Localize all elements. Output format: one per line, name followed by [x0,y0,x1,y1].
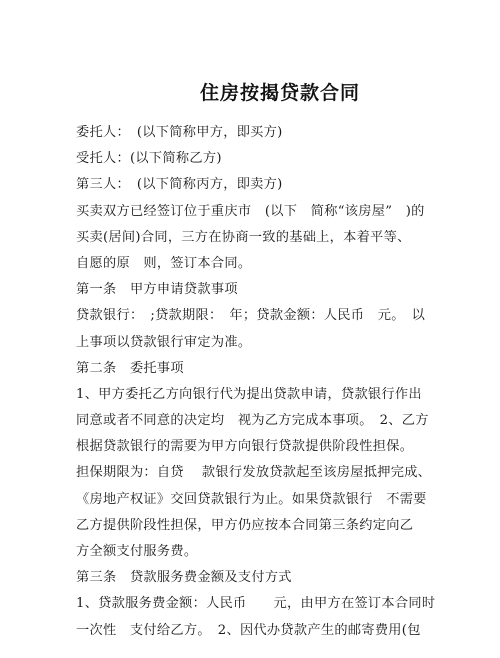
text-line: 担保期限为：自贷 款银行发放贷款起至该房屋抵押完成、 [76,465,432,481]
section-heading: 第三条 贷款服务费金额及支付方式 [76,570,292,586]
document-title: 住房按揭贷款合同 [199,82,360,104]
text-line: 方全额支付服务费。 [76,544,198,559]
text-line: 委托人： (以下简称甲方，即买方) [76,125,283,140]
text-line: 根据贷款银行的需要为甲方向银行贷款提供阶段性担保。 [76,439,414,455]
section-heading: 第一条 甲方申请贷款事项 [76,282,238,298]
section-heading: 第二条 委托事项 [76,360,184,376]
text-line: 《房地产权证》交回贷款银行为止。如果贷款银行 不需要 [76,491,427,507]
text-line: 买卖双方已经签订位于重庆市 (以下 简称“该房屋” )的 [76,203,425,219]
text-line: 1、贷款服务费金额：人民币 元，由甲方在签订本合同时 [76,596,436,612]
text-line: 受托人：(以下简称乙方) [76,151,222,167]
text-line: 自愿的原 则，签订本合同。 [76,255,252,271]
text-line: 贷款银行： ;贷款期限： 年；贷款金额：人民币 元。 以 [76,308,426,324]
text-line: 一次性 支付给乙方。 2、因代办贷款产生的邮寄费用(包 [76,622,421,638]
text-line: 第三人： (以下简称丙方，即卖方) [76,177,283,193]
text-line: 买卖(居间)合同，三方在协商一致的基础上，本着平等、 [76,229,411,245]
text-line: 同意或者不同意的决定均 视为乙方完成本事项。 2、乙方 [76,413,429,429]
text-line: 上事项以贷款银行审定为准。 [76,334,252,350]
text-line: 1、甲方委托乙方向银行代为提出贷款申请，贷款银行作出 [76,386,422,402]
contract-body [76,120,486,644]
text-line: 乙方提供阶段性担保，甲方仍应按本合同第三条约定向乙 [76,517,414,533]
